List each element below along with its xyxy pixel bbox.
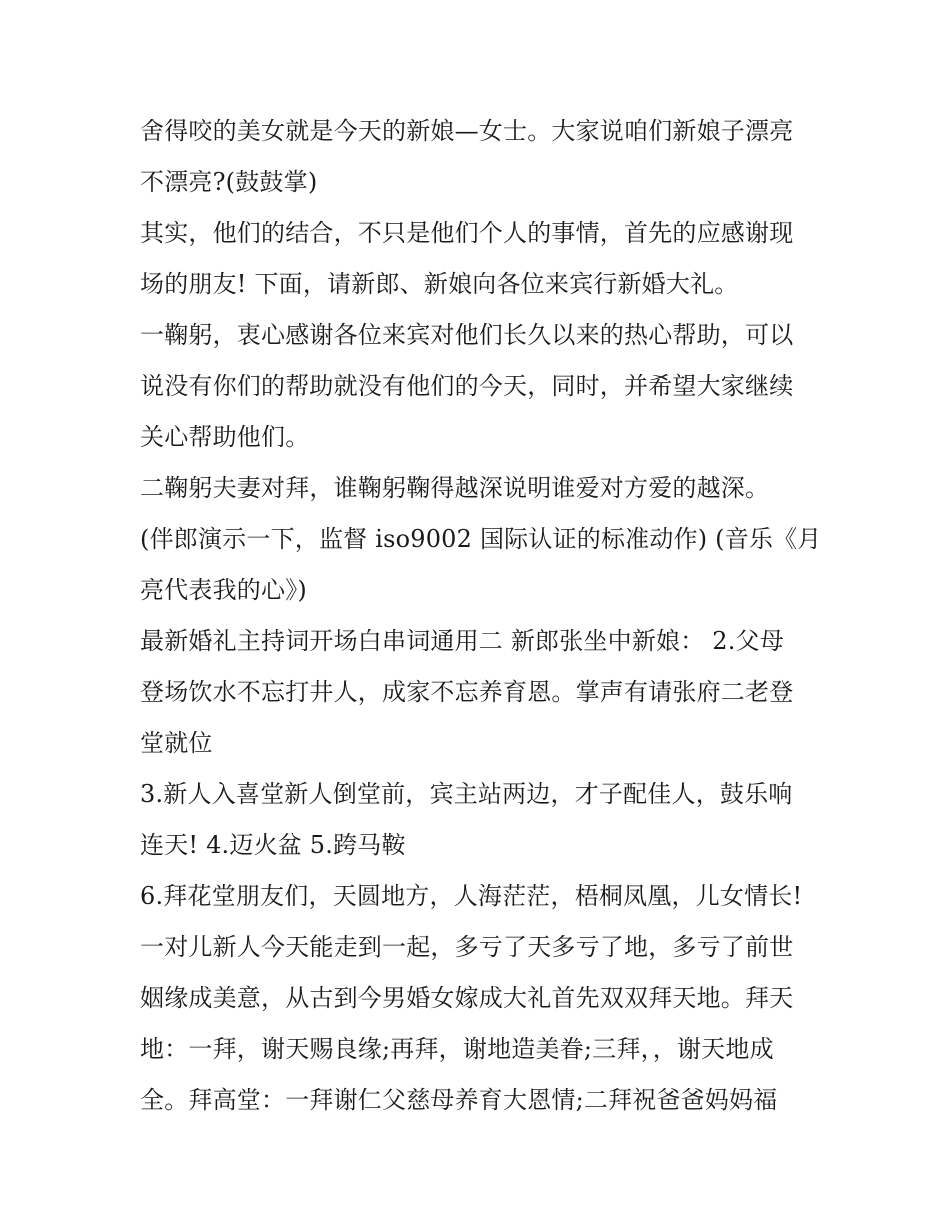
text-line: 亮代表我的心》) <box>140 576 307 604</box>
text-line: 关心帮助他们。 <box>140 423 310 451</box>
text-line: 一对儿新人今天能走到一起，多亏了天多亏了地，多亏了前世 <box>140 933 794 961</box>
text-line: 登场饮水不忘打井人，成家不忘养育恩。掌声有请张府二老登 <box>140 678 794 706</box>
text-line: 姻缘成美意，从古到今男婚女嫁成大礼首先双双拜天地。拜天 <box>140 984 794 1012</box>
text-line: 最新婚礼主持词开场白串词通用二 新郎张坐中新娘： 2.父母 <box>140 627 784 655</box>
text-line: 舍得咬的美女就是今天的新娘—女士。大家说咱们新娘子漂亮 <box>140 117 794 145</box>
text-line: 3.新人入喜堂新人倒堂前，宾主站两边，才子配佳人，鼓乐响 <box>140 780 793 808</box>
text-line: 堂就位 <box>140 729 213 757</box>
text-line: 场的朋友! 下面，请新郎、新娘向各位来宾行新婚大礼。 <box>140 270 739 298</box>
document-body <box>140 106 820 1126</box>
text-line: 全。拜高堂：一拜谢仁父慈母养育大恩情;二拜祝爸爸妈妈福 <box>140 1086 778 1114</box>
text-line: 地：一拜，谢天赐良缘;再拜，谢地造美眷;三拜，，谢天地成 <box>140 1035 774 1063</box>
text-line: (伴郎演示一下，监督 iso9002 国际认证的标准动作) (音乐《月 <box>140 525 822 553</box>
text-line: 6.拜花堂朋友们，天圆地方，人海茫茫，梧桐凤凰，儿女情长! <box>140 882 803 910</box>
text-line: 不漂亮?(鼓鼓掌) <box>140 168 318 196</box>
text-line: 说没有你们的帮助就没有他们的今天，同时，并希望大家继续 <box>140 372 794 400</box>
text-line: 一鞠躬，衷心感谢各位来宾对他们长久以来的热心帮助，可以 <box>140 321 794 349</box>
text-line: 其实，他们的结合，不只是他们个人的事情，首先的应感谢现 <box>140 219 794 247</box>
text-line: 二鞠躬夫妻对拜，谁鞠躬鞠得越深说明谁爱对方爱的越深。 <box>140 474 770 502</box>
text-line: 连天! 4.迈火盆 5.跨马鞍 <box>140 831 406 859</box>
